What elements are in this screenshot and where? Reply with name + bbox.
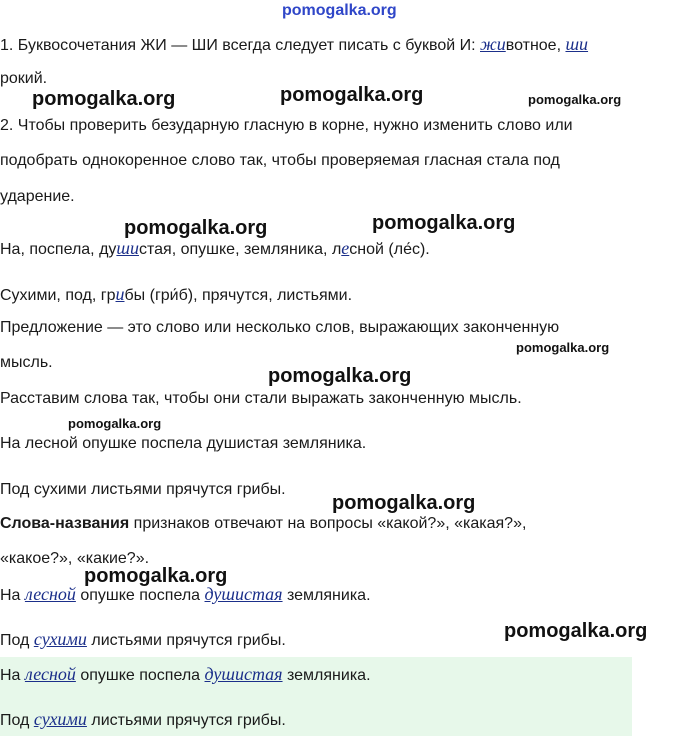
word-text: опушке поспела	[75, 587, 205, 604]
rule-2-line-3: ударение.	[0, 188, 75, 205]
watermark: pomogalka.org	[32, 88, 176, 110]
example-sentence-2	[0, 629, 286, 651]
rule-text: вотное,	[505, 37, 566, 54]
word-text: Под	[0, 632, 34, 649]
signs-rule-line-2: «какое?», «какие?».	[0, 550, 150, 567]
word-text: опушке поспела	[75, 667, 205, 684]
definition-line-2: мысль.	[0, 354, 53, 371]
word-text: На	[0, 587, 25, 604]
word-text: листьями прячутся грибы.	[86, 712, 286, 729]
instruction: Расставим слова так, чтобы они стали выражать законченную мысль.	[0, 390, 522, 407]
rule-1-line-2: рокий.	[0, 70, 48, 87]
answer-sentence-2	[0, 709, 286, 731]
word-text: стая, опушке, земляника, л	[139, 241, 342, 258]
word-text: бы (гри́б), прячутся, листьями.	[124, 287, 353, 304]
word-text: земляника.	[282, 587, 371, 604]
sentence-1: На лесной опушке поспела душистая земляника.	[0, 435, 367, 452]
watermark: pomogalka.org	[68, 416, 162, 431]
watermark: pomogalka.org	[528, 92, 622, 107]
rule-2-line-1: 2. Чтобы проверить безударную гласную в корне, нужно изменить слово или	[0, 117, 573, 134]
handwritten-letters: жи	[480, 34, 506, 54]
word-text: Под	[0, 712, 34, 729]
watermark: pomogalka.org	[516, 340, 610, 355]
word-text: Сухими, под, гр	[0, 287, 116, 304]
rule-text: 1. Буквосочетания ЖИ — ШИ всегда следует писать с буквой И:	[0, 37, 480, 54]
handwritten-word: сухими	[33, 709, 87, 729]
handwritten-letters: и	[115, 284, 125, 304]
handwritten-word: лесной	[24, 584, 76, 604]
handwritten-word: сухими	[33, 629, 87, 649]
sentence-2: Под сухими листьями прячутся грибы.	[0, 481, 286, 498]
handwritten-letters: ши	[565, 34, 589, 54]
watermark: pomogalka.org	[268, 365, 412, 387]
handwritten-word: душистая	[204, 664, 283, 684]
answer-sentence-1	[0, 664, 371, 686]
signs-rule-line-1	[0, 514, 526, 534]
definition-line-1: Предложение — это слово или несколько слов, выражающих законченную	[0, 319, 560, 336]
handwritten-letters: е	[341, 238, 350, 258]
rule-text: признаков отвечают на вопросы «какой?», «какая?»,	[129, 515, 527, 532]
example-sentence-1	[0, 584, 371, 606]
handwritten-letters: ши	[116, 238, 139, 258]
watermark: pomogalka.org	[372, 212, 516, 234]
rule-1-line-1	[0, 34, 588, 56]
handwritten-word: душистая	[204, 584, 283, 604]
bold-term: Слова-названия	[0, 515, 130, 532]
word-text: На	[0, 667, 25, 684]
rule-2-line-2: подобрать однокоренное слово так, чтобы проверяемая гласная стала под	[0, 152, 560, 169]
handwritten-word: лесной	[24, 664, 76, 684]
watermark: pomogalka.org	[124, 217, 268, 239]
watermark: pomogalka.org	[280, 84, 424, 106]
word-text: сной (ле́с).	[349, 241, 430, 258]
word-list-2	[0, 284, 352, 306]
word-text: земляника.	[282, 667, 371, 684]
word-text: На, поспела, ду	[0, 241, 117, 258]
word-text: листьями прячутся грибы.	[86, 632, 286, 649]
watermark: pomogalka.org	[282, 2, 397, 19]
word-list-1	[0, 238, 430, 260]
watermark: pomogalka.org	[332, 492, 476, 514]
watermark: pomogalka.org	[504, 620, 648, 642]
watermark: pomogalka.org	[84, 565, 228, 587]
